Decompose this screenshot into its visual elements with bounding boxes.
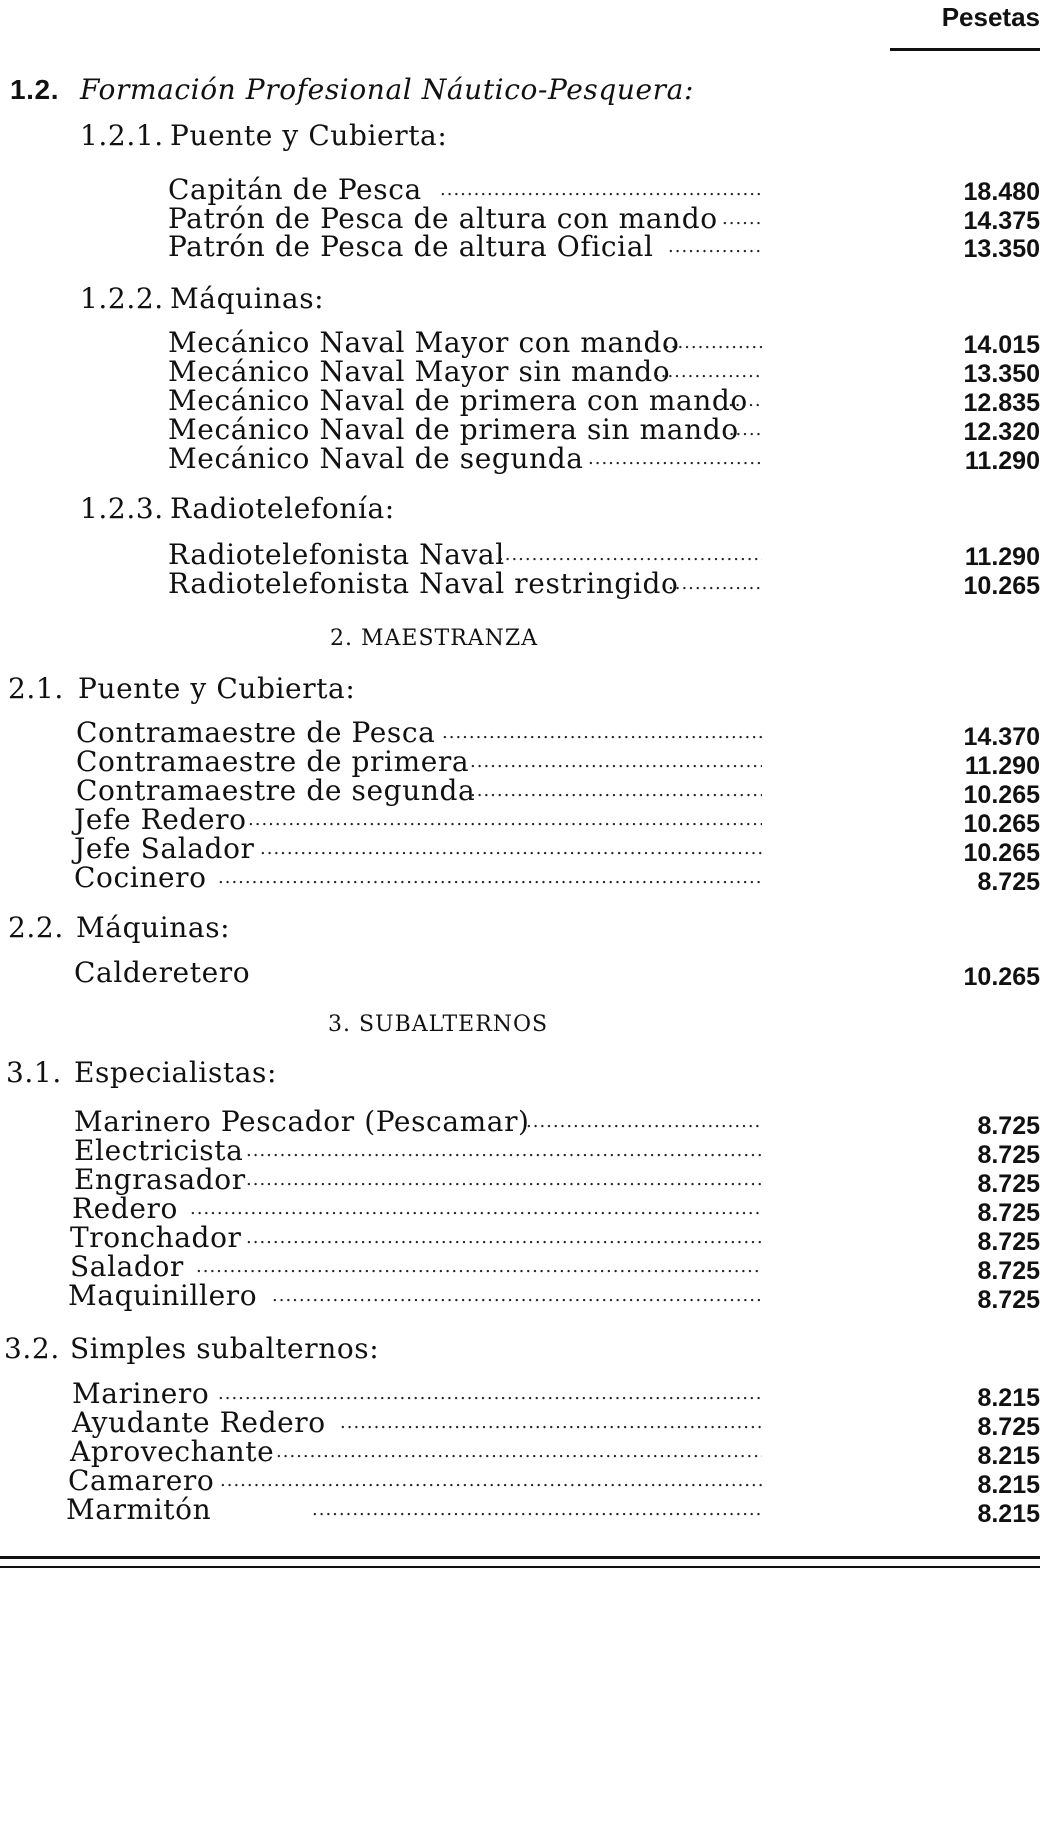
rate-label: Contramaestre de segunda bbox=[76, 774, 476, 807]
rate-label: Engrasador bbox=[74, 1163, 246, 1196]
rate-label: Marinero Pescador (Pescamar) bbox=[74, 1105, 530, 1138]
dot-leader bbox=[312, 1493, 762, 1527]
rate-value: 14.015 bbox=[963, 331, 1040, 359]
rate-label: Mecánico Naval de primera sin mando bbox=[168, 413, 739, 446]
rate-value: 10.265 bbox=[963, 810, 1040, 838]
rate-label: Maquinillero bbox=[68, 1279, 258, 1312]
rate-label: Marmitón bbox=[66, 1493, 212, 1526]
column-header-rule bbox=[890, 48, 1040, 51]
rate-value: 18.480 bbox=[963, 178, 1040, 206]
rate-value: 8.725 bbox=[977, 1413, 1040, 1441]
section-heading: 3. SUBALTERNOS bbox=[328, 1012, 549, 1037]
rate-value: 12.835 bbox=[963, 389, 1040, 417]
rate-label: Jefe Redero bbox=[74, 803, 247, 836]
dot-leader bbox=[588, 442, 762, 476]
rate-value: 14.375 bbox=[963, 207, 1040, 235]
rate-value: 10.265 bbox=[963, 572, 1040, 600]
rate-value: 8.725 bbox=[977, 1228, 1040, 1256]
rate-value: 8.725 bbox=[977, 1286, 1040, 1314]
rate-label: Aprovechante bbox=[70, 1435, 275, 1468]
rate-label: Radiotelefonista Naval bbox=[168, 538, 505, 571]
section-number: 1.2. bbox=[10, 74, 60, 105]
rate-label: Tronchador bbox=[70, 1221, 242, 1254]
subsection-title: Especialistas: bbox=[74, 1056, 278, 1089]
rate-label: Patrón de Pesca de altura Oficial bbox=[168, 230, 654, 263]
rate-value: 12.320 bbox=[963, 418, 1040, 446]
subsection-number: 2.1. bbox=[8, 672, 64, 705]
rate-value: 8.215 bbox=[977, 1500, 1040, 1528]
rate-label: Capitán de Pesca bbox=[168, 173, 422, 206]
subsection-number: 1.2.2. bbox=[80, 282, 164, 315]
rate-value: 14.370 bbox=[963, 723, 1040, 751]
bottom-rule-thin bbox=[0, 1566, 1040, 1568]
subsection-number: 3.2. bbox=[4, 1332, 60, 1365]
subsection-title: Radiotelefonía: bbox=[170, 492, 395, 525]
rate-label: Mecánico Naval de segunda bbox=[168, 442, 584, 475]
rate-value: 8.725 bbox=[977, 1199, 1040, 1227]
rate-value: 11.290 bbox=[964, 543, 1040, 571]
subsection-title: Máquinas: bbox=[170, 282, 325, 315]
subsection-number: 3.1. bbox=[6, 1056, 62, 1089]
rate-label: Mecánico Naval Mayor con mando bbox=[168, 326, 680, 359]
rate-label: Mecánico Naval de primera con mando bbox=[168, 384, 748, 417]
dot-leader bbox=[218, 861, 762, 895]
rate-value: 10.265 bbox=[963, 963, 1040, 991]
dot-leader bbox=[668, 567, 762, 601]
subsection-number: 1.2.1. bbox=[80, 119, 164, 152]
rate-label: Calderetero bbox=[74, 956, 251, 989]
rate-value: 8.725 bbox=[977, 1112, 1040, 1140]
rate-label: Cocinero bbox=[74, 861, 207, 894]
subsection-title: Puente y Cubierta: bbox=[170, 119, 448, 152]
dot-leader bbox=[668, 230, 762, 264]
rate-label: Ayudante Redero bbox=[72, 1406, 326, 1439]
section-title: Formación Profesional Náutico-Pesquera: bbox=[80, 73, 694, 106]
dot-leader bbox=[272, 1279, 762, 1313]
rate-value: 10.265 bbox=[963, 839, 1040, 867]
rate-value: 13.350 bbox=[963, 360, 1040, 388]
rate-label: Redero bbox=[72, 1192, 178, 1225]
rate-value: 13.350 bbox=[963, 235, 1040, 263]
rate-value: 11.290 bbox=[964, 752, 1040, 780]
bottom-rule bbox=[0, 1556, 1040, 1559]
rate-label: Mecánico Naval Mayor sin mando bbox=[168, 355, 671, 388]
rate-value: 8.725 bbox=[977, 1257, 1040, 1285]
rate-value: 8.725 bbox=[977, 1141, 1040, 1169]
rate-label: Camarero bbox=[68, 1464, 215, 1497]
section-heading: 2. MAESTRANZA bbox=[330, 626, 539, 651]
rate-value: 8.215 bbox=[977, 1384, 1040, 1412]
rate-value: 10.265 bbox=[963, 781, 1040, 809]
rate-label: Marinero bbox=[72, 1377, 210, 1410]
subsection-title: Máquinas: bbox=[76, 911, 231, 944]
rate-value: 8.725 bbox=[977, 1170, 1040, 1198]
rate-label: Salador bbox=[70, 1250, 184, 1283]
rate-label: Electricista bbox=[74, 1134, 244, 1167]
subsection-number: 1.2.3. bbox=[80, 492, 164, 525]
rate-label: Jefe Salador bbox=[74, 832, 255, 865]
rate-label: Patrón de Pesca de altura con mando bbox=[168, 202, 718, 235]
rate-label: Radiotelefonista Naval restringido bbox=[168, 567, 679, 600]
column-header-pesetas: Pesetas bbox=[941, 2, 1040, 32]
rate-value: 8.215 bbox=[977, 1442, 1040, 1470]
subsection-number: 2.2. bbox=[8, 911, 64, 944]
rate-value: 8.215 bbox=[977, 1471, 1040, 1499]
subsection-title: Puente y Cubierta: bbox=[78, 672, 356, 705]
rate-label: Contramaestre de Pesca bbox=[76, 716, 436, 749]
rate-label: Contramaestre de primera bbox=[76, 745, 470, 778]
rate-value: 8.725 bbox=[977, 868, 1040, 896]
rate-value: 11.290 bbox=[964, 447, 1040, 475]
subsection-title: Simples subalternos: bbox=[70, 1332, 380, 1365]
